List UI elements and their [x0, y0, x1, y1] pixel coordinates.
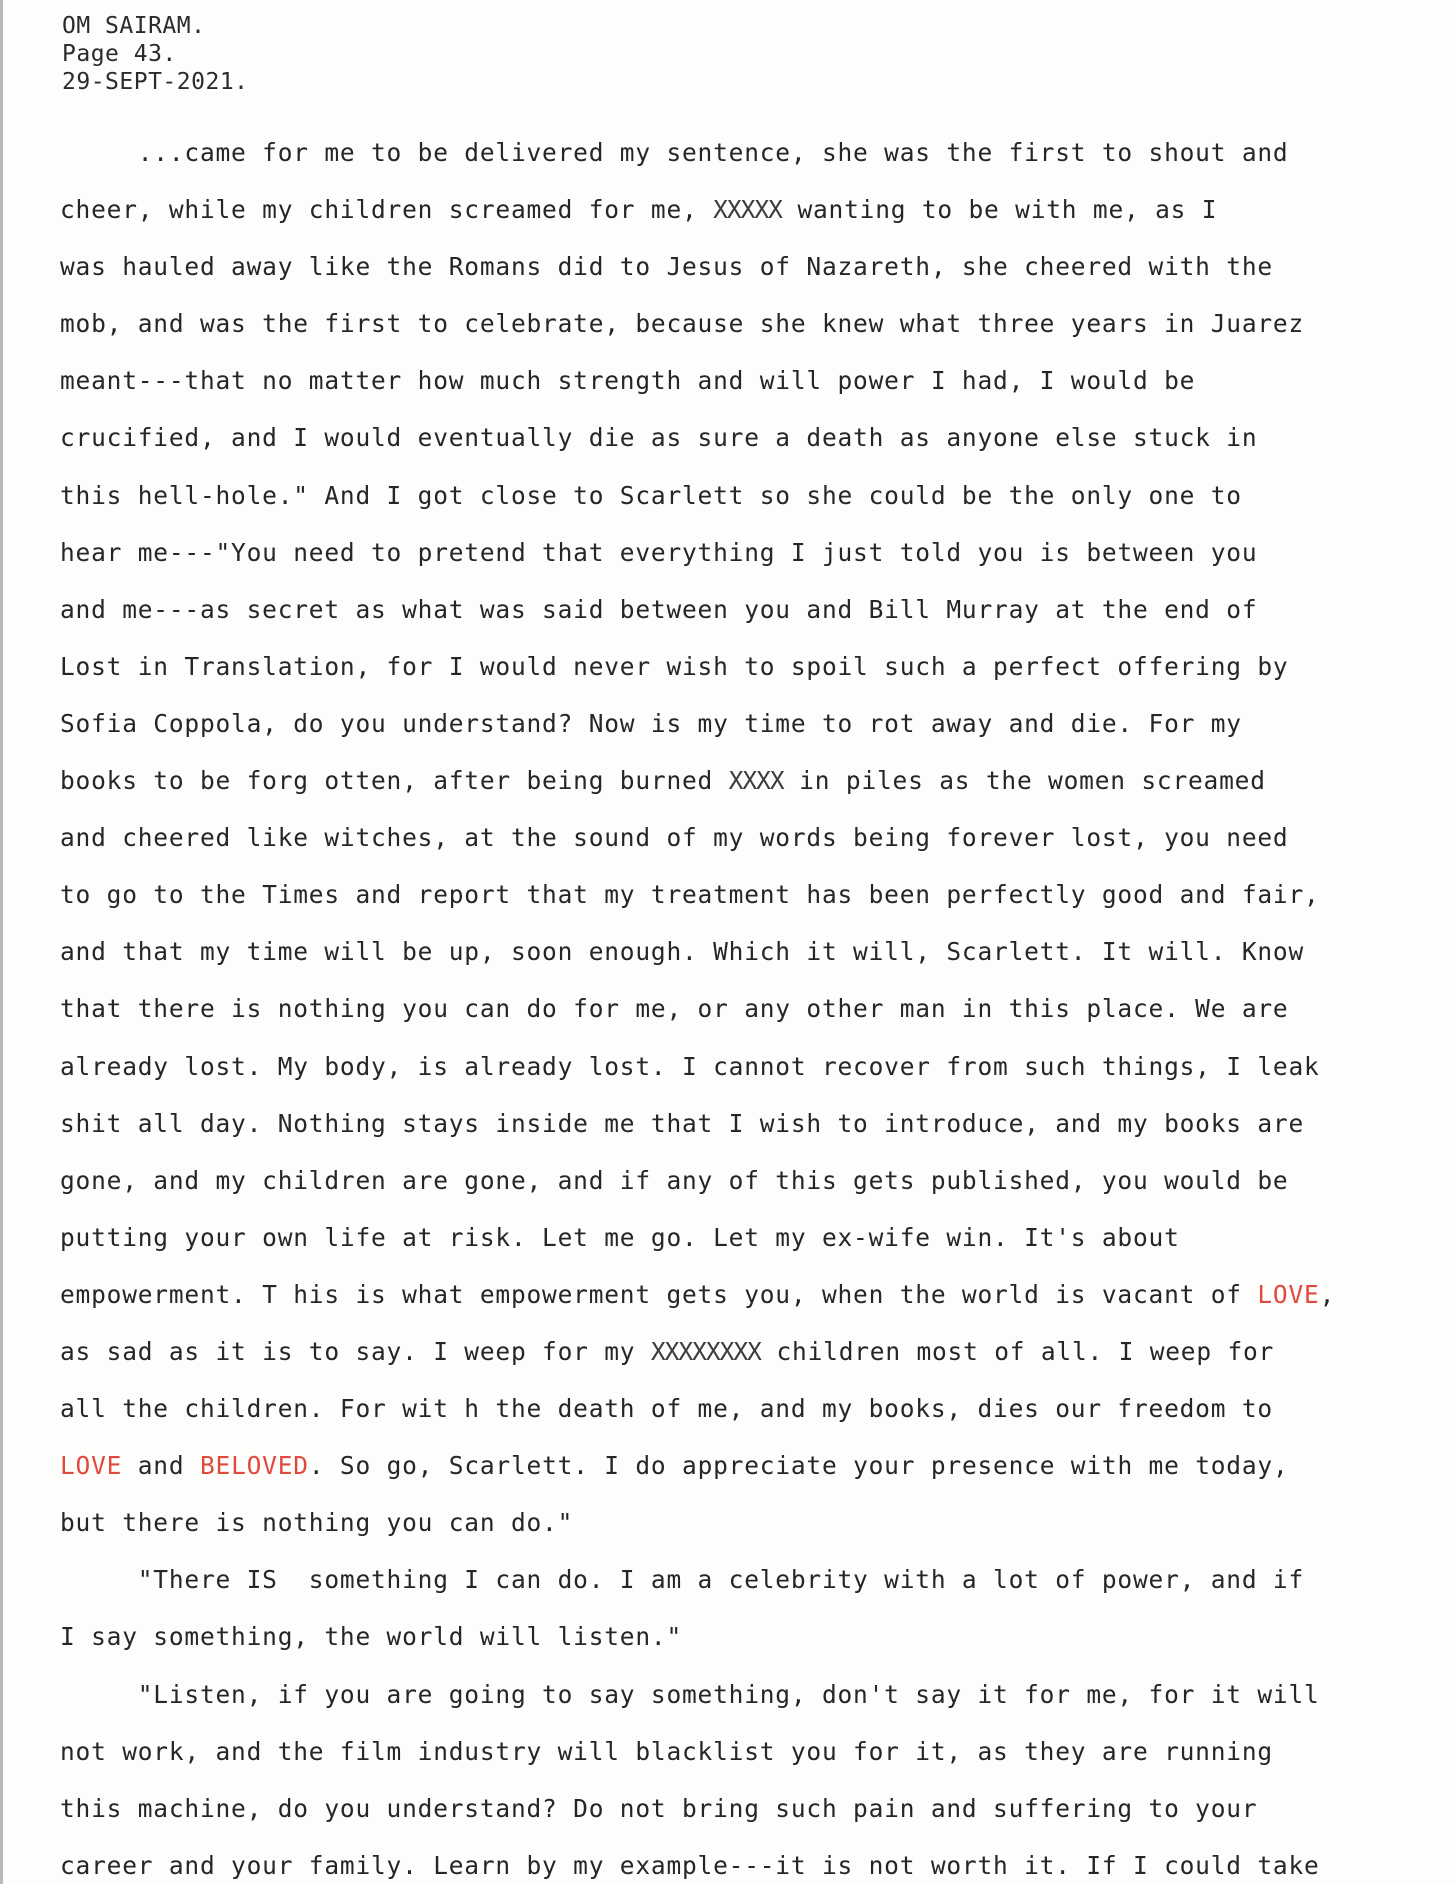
text-line: [60, 581, 1450, 638]
text-segment: mob, and was the first to celebrate, because she knew what three years in Juarez: [60, 309, 1305, 339]
text-segment: career and your family. Learn by my example---it is not worth it. If I could take: [60, 1850, 1320, 1880]
text-segment: wanting to be with me, as I: [781, 195, 1218, 225]
text-line: [60, 524, 1450, 581]
struck-out-text: XXXXXXXX: [650, 1336, 761, 1366]
text-line: [60, 980, 1450, 1037]
text-segment: empowerment. T his is what empowerment gets you, when the world is vacant of: [60, 1279, 1258, 1309]
text-segment: as sad as it is to say. I weep for my: [60, 1336, 651, 1366]
text-segment: children most of all. I weep for: [760, 1336, 1275, 1366]
text-line: [60, 1266, 1450, 1323]
text-line: [60, 467, 1450, 524]
text-segment: and that my time will be up, soon enough. Which it will, Scarlett. It will. Know: [60, 937, 1305, 967]
text-line: [60, 1209, 1450, 1266]
text-segment: . So go, Scarlett. I do appreciate your presence with me today,: [308, 1451, 1289, 1481]
text-segment: that there is nothing you can do for me, or any other man in this place. We are: [60, 994, 1289, 1024]
text-line: [60, 1380, 1450, 1437]
header-greeting: OM SAIRAM.: [62, 13, 206, 39]
body-text: [60, 124, 1450, 1894]
text-line: [60, 1437, 1450, 1494]
text-line: [60, 238, 1450, 295]
text-line: [60, 695, 1450, 752]
text-line: [60, 1723, 1450, 1780]
text-segment: meant---that no matter how much strength and will power I had, I would be: [60, 366, 1196, 396]
page-header: [62, 12, 249, 96]
text-line: [60, 1666, 1450, 1723]
text-line: [60, 352, 1450, 409]
text-segment: cheer, while my children screamed for me,: [60, 195, 714, 225]
page-left-edge: [0, 0, 3, 1884]
red-ink-word: LOVE: [60, 1451, 123, 1481]
text-line: [60, 295, 1450, 352]
text-segment: but there is nothing you can do.": [60, 1508, 574, 1538]
text-segment: not work, and the film industry will blacklist you for it, as they are running: [60, 1736, 1273, 1766]
text-line: [60, 1494, 1450, 1551]
text-segment: was hauled away like the Romans did to Jesus of Nazareth, she cheered with the: [60, 252, 1273, 282]
text-segment: already lost. My body, is already lost. I cannot recover from such things, I leak: [60, 1051, 1320, 1081]
text-segment: and me---as secret as what was said between you and Bill Murray at the end of: [60, 594, 1258, 624]
text-segment: ,: [1319, 1279, 1336, 1309]
text-line: [60, 752, 1450, 809]
text-segment: all the children. For wit h the death of me, and my books, dies our freedom to: [60, 1394, 1273, 1424]
text-segment: crucified, and I would eventually die as sure a death as anyone else stuck in: [60, 423, 1258, 453]
text-segment: putting your own life at risk. Let me go. Let my ex-wife win. It's about: [60, 1222, 1180, 1252]
text-line: [60, 1323, 1450, 1380]
struck-out-text: XXXXX: [713, 195, 782, 225]
text-segment: to go to the Times and report that my treatment has been perfectly good and fair,: [60, 880, 1320, 910]
text-line: [60, 638, 1450, 695]
text-line: [60, 1095, 1450, 1152]
text-line: [60, 124, 1450, 181]
text-segment: in piles as the women screamed: [783, 766, 1266, 796]
text-segment: "Listen, if you are going to say something, don't say it for me, for it will: [60, 1679, 1320, 1709]
text-segment: I say something, the world will listen.": [60, 1622, 683, 1652]
text-segment: Sofia Coppola, do you understand? Now is my time to rot away and die. For my: [60, 708, 1242, 738]
text-line: [60, 409, 1450, 466]
page-date: 29-SEPT-2021.: [62, 69, 249, 95]
text-segment: Lost in Translation, for I would never wish to spoil such a perfect offering by: [60, 651, 1289, 681]
text-segment: gone, and my children are gone, and if any of this gets published, you would be: [60, 1165, 1289, 1195]
struck-out-text: XXXX: [728, 766, 784, 796]
text-segment: and: [122, 1451, 200, 1481]
text-segment: ...came for me to be delivered my sentence, she was the first to shout and: [60, 138, 1289, 167]
text-segment: this hell-hole." And I got close to Scarlett so she could be the only one to: [60, 480, 1242, 510]
text-line: [60, 1837, 1450, 1894]
text-line: [60, 181, 1450, 238]
text-segment: "There IS something I can do. I am a celebrity with a lot of power, and if: [60, 1565, 1305, 1595]
text-line: [60, 1780, 1450, 1837]
text-line: [60, 1608, 1450, 1665]
text-line: [60, 923, 1450, 980]
text-segment: this machine, do you understand? Do not bring such pain and suffering to your: [60, 1793, 1258, 1823]
text-line: [60, 809, 1450, 866]
red-ink-word: LOVE: [1257, 1279, 1320, 1309]
text-line: [60, 1551, 1450, 1608]
red-ink-word: BELOVED: [199, 1451, 309, 1481]
page-number: Page 43.: [62, 41, 177, 67]
text-segment: and cheered like witches, at the sound of my words being forever lost, you need: [60, 823, 1289, 853]
text-segment: shit all day. Nothing stays inside me that I wish to introduce, and my books are: [60, 1108, 1305, 1138]
text-line: [60, 866, 1450, 923]
text-line: [60, 1038, 1450, 1095]
text-line: [60, 1152, 1450, 1209]
text-segment: hear me---"You need to pretend that everything I just told you is between you: [60, 537, 1258, 567]
text-segment: books to be forg otten, after being burned: [60, 766, 729, 796]
